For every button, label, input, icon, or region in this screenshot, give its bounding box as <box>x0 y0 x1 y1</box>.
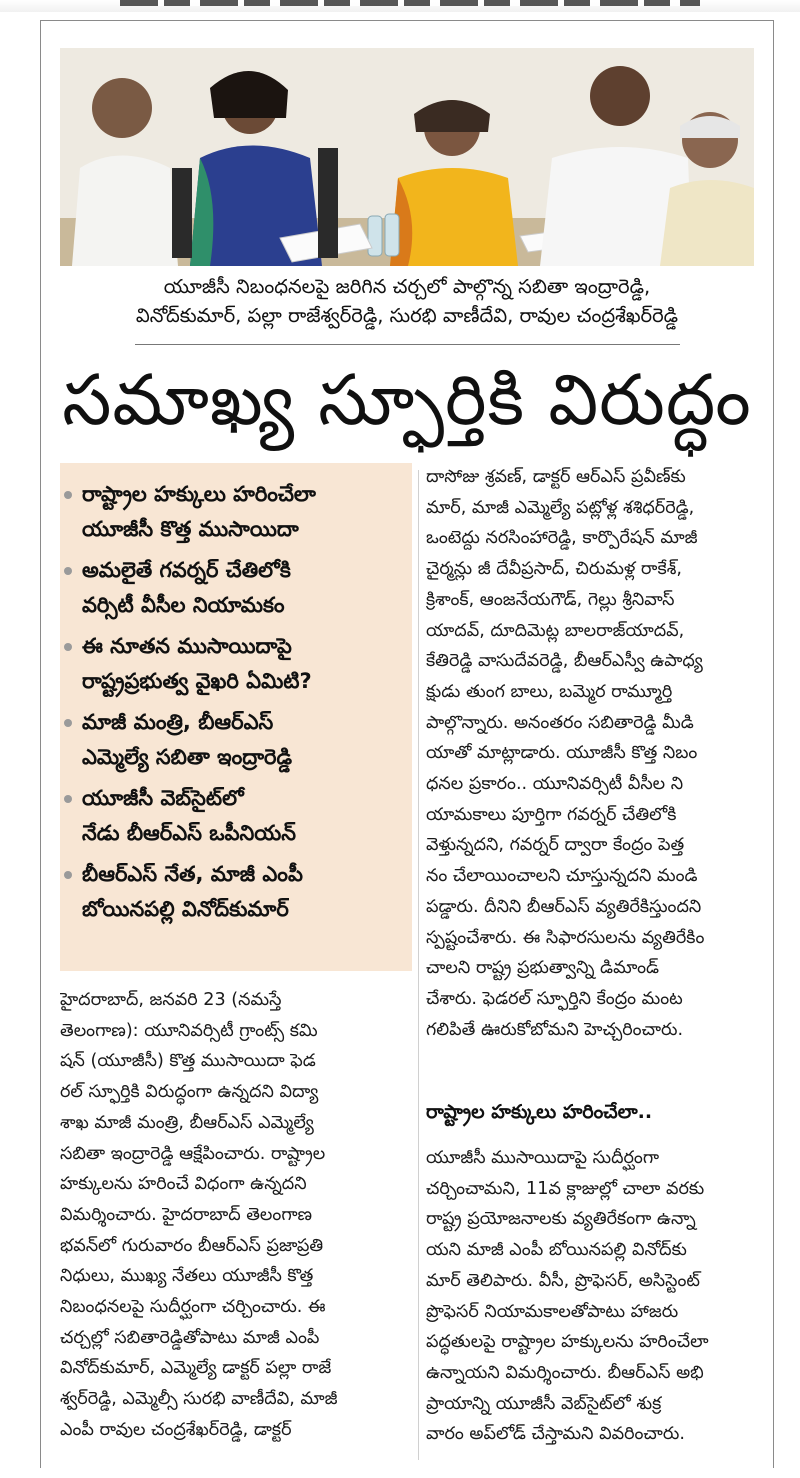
body-line: ప్రాయాన్ని యూజీసీ వెబ్‌సైట్‌లో శుక్ర <box>426 1393 662 1414</box>
body-line: ప్రొఫెసర్ నియామకాలతోపాటు హాజరు <box>426 1301 679 1322</box>
body-line: వారం అప్‌లోడ్ చేస్తామని వివరించారు. <box>426 1424 685 1445</box>
body-line: ఎంపీ రావుల చంద్రశేఖర్‌రెడ్డి, డాక్టర్ <box>60 1419 292 1440</box>
bullet-icon <box>64 643 72 651</box>
body-line: పడ్డారు. దీనిని బీఆర్ఎస్ వ్యతిరేకిస్తుందని <box>426 896 702 917</box>
highlight-line: రాష్ట్రాల హక్కులు హరించేలా <box>82 482 316 506</box>
body-line: మార్, మాజీ ఎమ్మెల్యే పట్లోళ్ల శశిధర్‌రెడ్డి, <box>426 497 695 518</box>
body-line: కేతిరెడ్డి వాసుదేవరెడ్డి, బీఆర్ఎస్వీ ఉపాధ్య <box>426 651 703 672</box>
bullet-icon <box>64 491 72 499</box>
body-line: షన్ (యూజీసీ) కొత్త ముసాయిదా ఫెడ <box>60 1051 316 1072</box>
body-line: క్రిశాంక్, ఆంజనేయగౌడ్, గెల్లు శ్రీనివాస్ <box>426 589 675 610</box>
body-line: తెలంగాణ): యూనివర్సిటీ గ్రాంట్స్ కమి <box>60 1020 318 1041</box>
highlight-line: యూజీసీ కొత్త ముసాయిదా <box>82 517 299 541</box>
highlight-line: బోయినపల్లి వినోద్‌కుమార్ <box>82 897 289 921</box>
highlight-line: రాష్ట్రప్రభుత్వ వైఖరి ఏమిటి? <box>82 669 312 693</box>
body-line: ఒంటెద్దు నరసింహారెడ్డి, కార్పొరేషన్ మాజీ <box>426 528 698 549</box>
highlight-line: యూజీసీ వెబ్‌సైట్‌లో <box>82 786 244 810</box>
caption-line-2: వినోద్‌కుమార్, పల్లా రాజేశ్వర్‌రెడ్డి, సురభి వాణీదేవి, రావుల చంద్రశేఖర్‌రెడ్డి <box>135 304 679 327</box>
highlight-line: మాజీ మంత్రి, బీఆర్ఎస్ <box>82 710 274 734</box>
highlight-item <box>82 705 402 775</box>
body-line: చర్చల్లో సబితారెడ్డితోపాటు మాజీ ఎంపీ <box>60 1327 320 1348</box>
caption-divider <box>135 344 680 345</box>
body-line: హక్కులను హరించే విధంగా ఉన్నదని <box>60 1174 307 1195</box>
body-line: నిధులు, ముఖ్య నేతలు యూజీసీ కొత్త <box>60 1266 314 1287</box>
body-line: వినోద్‌కుమార్, ఎమ్మెల్యే డాక్టర్ పల్లా రాజే <box>60 1358 332 1379</box>
body-line: క్షుడు తుంగ బాలు, బమ్మెర రామ్మూర్తి <box>426 681 673 702</box>
highlight-line: వర్సిటీ వీసీల నియామకం <box>82 593 285 617</box>
highlight-line: అమలైతే గవర్నర్ చేతిలోకి <box>82 558 291 582</box>
bullet-icon <box>64 871 72 879</box>
body-line: హైదరాబాద్, జనవరి 23 (నమస్తే <box>60 990 282 1010</box>
caption-line-1: యూజీసీ నిబంధనలపై జరిగిన చర్చలో పాల్గొన్న సబితా ఇంద్రారెడ్డి, <box>163 275 651 298</box>
clipped-top-strip <box>0 0 800 12</box>
article-body-right <box>426 462 762 1045</box>
body-line: యని మాజీ ఎంపీ బోయినపల్లి వినోద్‌కు <box>426 1240 687 1261</box>
body-line: పాల్గొన్నారు. అనంతరం సబితారెడ్డి మీడి <box>426 712 694 733</box>
highlight-item <box>82 477 402 547</box>
section-subheading: రాష్ట్రాల హక్కులు హరించేలా.. <box>426 1101 653 1123</box>
body-line: నం చేలాయించాలని చూస్తున్నదని మండి <box>426 866 698 887</box>
body-line: ధనల ప్రకారం.. యూనివర్సిటీ వీసీల ని <box>426 774 684 795</box>
body-line: వెళ్తున్నదని, గవర్నర్ ద్వారా కేంద్రం పెత్త <box>426 835 685 856</box>
meeting-photo-illustration <box>60 48 754 266</box>
highlight-item <box>82 553 402 623</box>
highlight-item <box>82 629 402 699</box>
body-line: గలిపితే ఊరుకోబోమని హెచ్చరించారు. <box>426 1019 684 1040</box>
body-line: చర్చించామని, 11వ క్లాజుల్లో చాలా వరకు <box>426 1178 705 1199</box>
body-line: యాదవ్, దూదిమెట్ల బాలరాజ్‌యాదవ్, <box>426 620 685 641</box>
photo-caption <box>60 272 754 330</box>
highlights-box <box>60 463 412 971</box>
body-line: చాలని రాష్ట్ర ప్రభుత్వాన్ని డిమాండ్ <box>426 958 660 979</box>
body-line: యాతో మాట్లాడారు. యూజీసీ కొత్త నిబం <box>426 743 698 764</box>
bullet-icon <box>64 719 72 727</box>
body-line: శాఖ మాజీ మంత్రి, బీఆర్ఎస్ ఎమ్మెల్యే <box>60 1112 314 1133</box>
body-line: యామకాలు పూర్తిగా గవర్నర్ చేతిలోకి <box>426 804 677 825</box>
highlight-item <box>82 857 402 927</box>
highlight-line: ఈ నూతన ముసాయిదాపై <box>82 634 292 658</box>
body-line: రాష్ట్ర ప్రయోజనాలకు వ్యతిరేకంగా ఉన్నా <box>426 1209 696 1230</box>
clipped-text-strip <box>120 0 700 6</box>
meeting-photo <box>60 48 754 266</box>
body-line: ఉన్నాయని విమర్శించారు. బీఆర్ఎస్ అభి <box>426 1362 704 1383</box>
body-line: శ్వర్‌రెడ్డి, ఎమ్మెల్సీ సురభి వాణీదేవి, మాజీ <box>60 1389 338 1410</box>
body-line: మార్ తెలిపారు. వీసీ, ప్రొఫెసర్, అసిస్టెంట్ <box>426 1270 701 1291</box>
body-line: సబితా ఇంద్రారెడ్డి ఆక్షేపించారు. రాష్ట్రాల <box>60 1143 326 1164</box>
article-body-right-2 <box>426 1143 762 1450</box>
column-divider <box>418 470 419 1460</box>
body-line: యూజీసీ ముసాయిదాపై సుదీర్ఘంగా <box>426 1148 660 1168</box>
body-line: నిబంధనలపై సుదీర్ఘంగా చర్చించారు. ఈ <box>60 1297 326 1318</box>
body-line: స్పష్టంచేశారు. ఈ సిఫారసులను వ్యతిరేకిం <box>426 927 705 948</box>
body-line: చైర్మన్లు జీ దేవీప్రసాద్, చిరుమళ్ల రాకేశ్, <box>426 559 682 580</box>
body-line: చేశారు. ఫెడరల్ స్ఫూర్తిని కేంద్రం మంట <box>426 988 683 1009</box>
highlight-item <box>82 781 402 851</box>
bullet-icon <box>64 795 72 803</box>
body-line: రల్ స్ఫూర్తికి విరుద్ధంగా ఉన్నదని విద్యా <box>60 1082 319 1103</box>
highlight-line: నేడు బీఆర్ఎస్ ఒపీనియన్ <box>82 821 297 845</box>
article-headline: సమాఖ్య స్ఫూర్తికి విరుద్ధం <box>62 359 752 441</box>
highlight-line: ఎమ్మెల్యే సబితా ఇంద్రారెడ్డి <box>82 745 293 769</box>
body-line: దాసోజు శ్రవణ్, డాక్టర్ ఆర్ఎస్ ప్రవీణ్‌కు <box>426 467 686 487</box>
body-line: భవన్‌లో గురువారం బీఆర్ఎస్ ప్రజాప్రతి <box>60 1235 324 1256</box>
highlight-line: బీఆర్ఎస్ నేత, మాజీ ఎంపీ <box>82 862 303 886</box>
bullet-icon <box>64 567 72 575</box>
body-line: పద్ధతులపై రాష్ట్రాల హక్కులను హరించేలా <box>426 1332 709 1353</box>
body-line: విమర్శించారు. హైదరాబాద్ తెలంగాణ <box>60 1204 313 1225</box>
article-body-left <box>60 985 412 1446</box>
